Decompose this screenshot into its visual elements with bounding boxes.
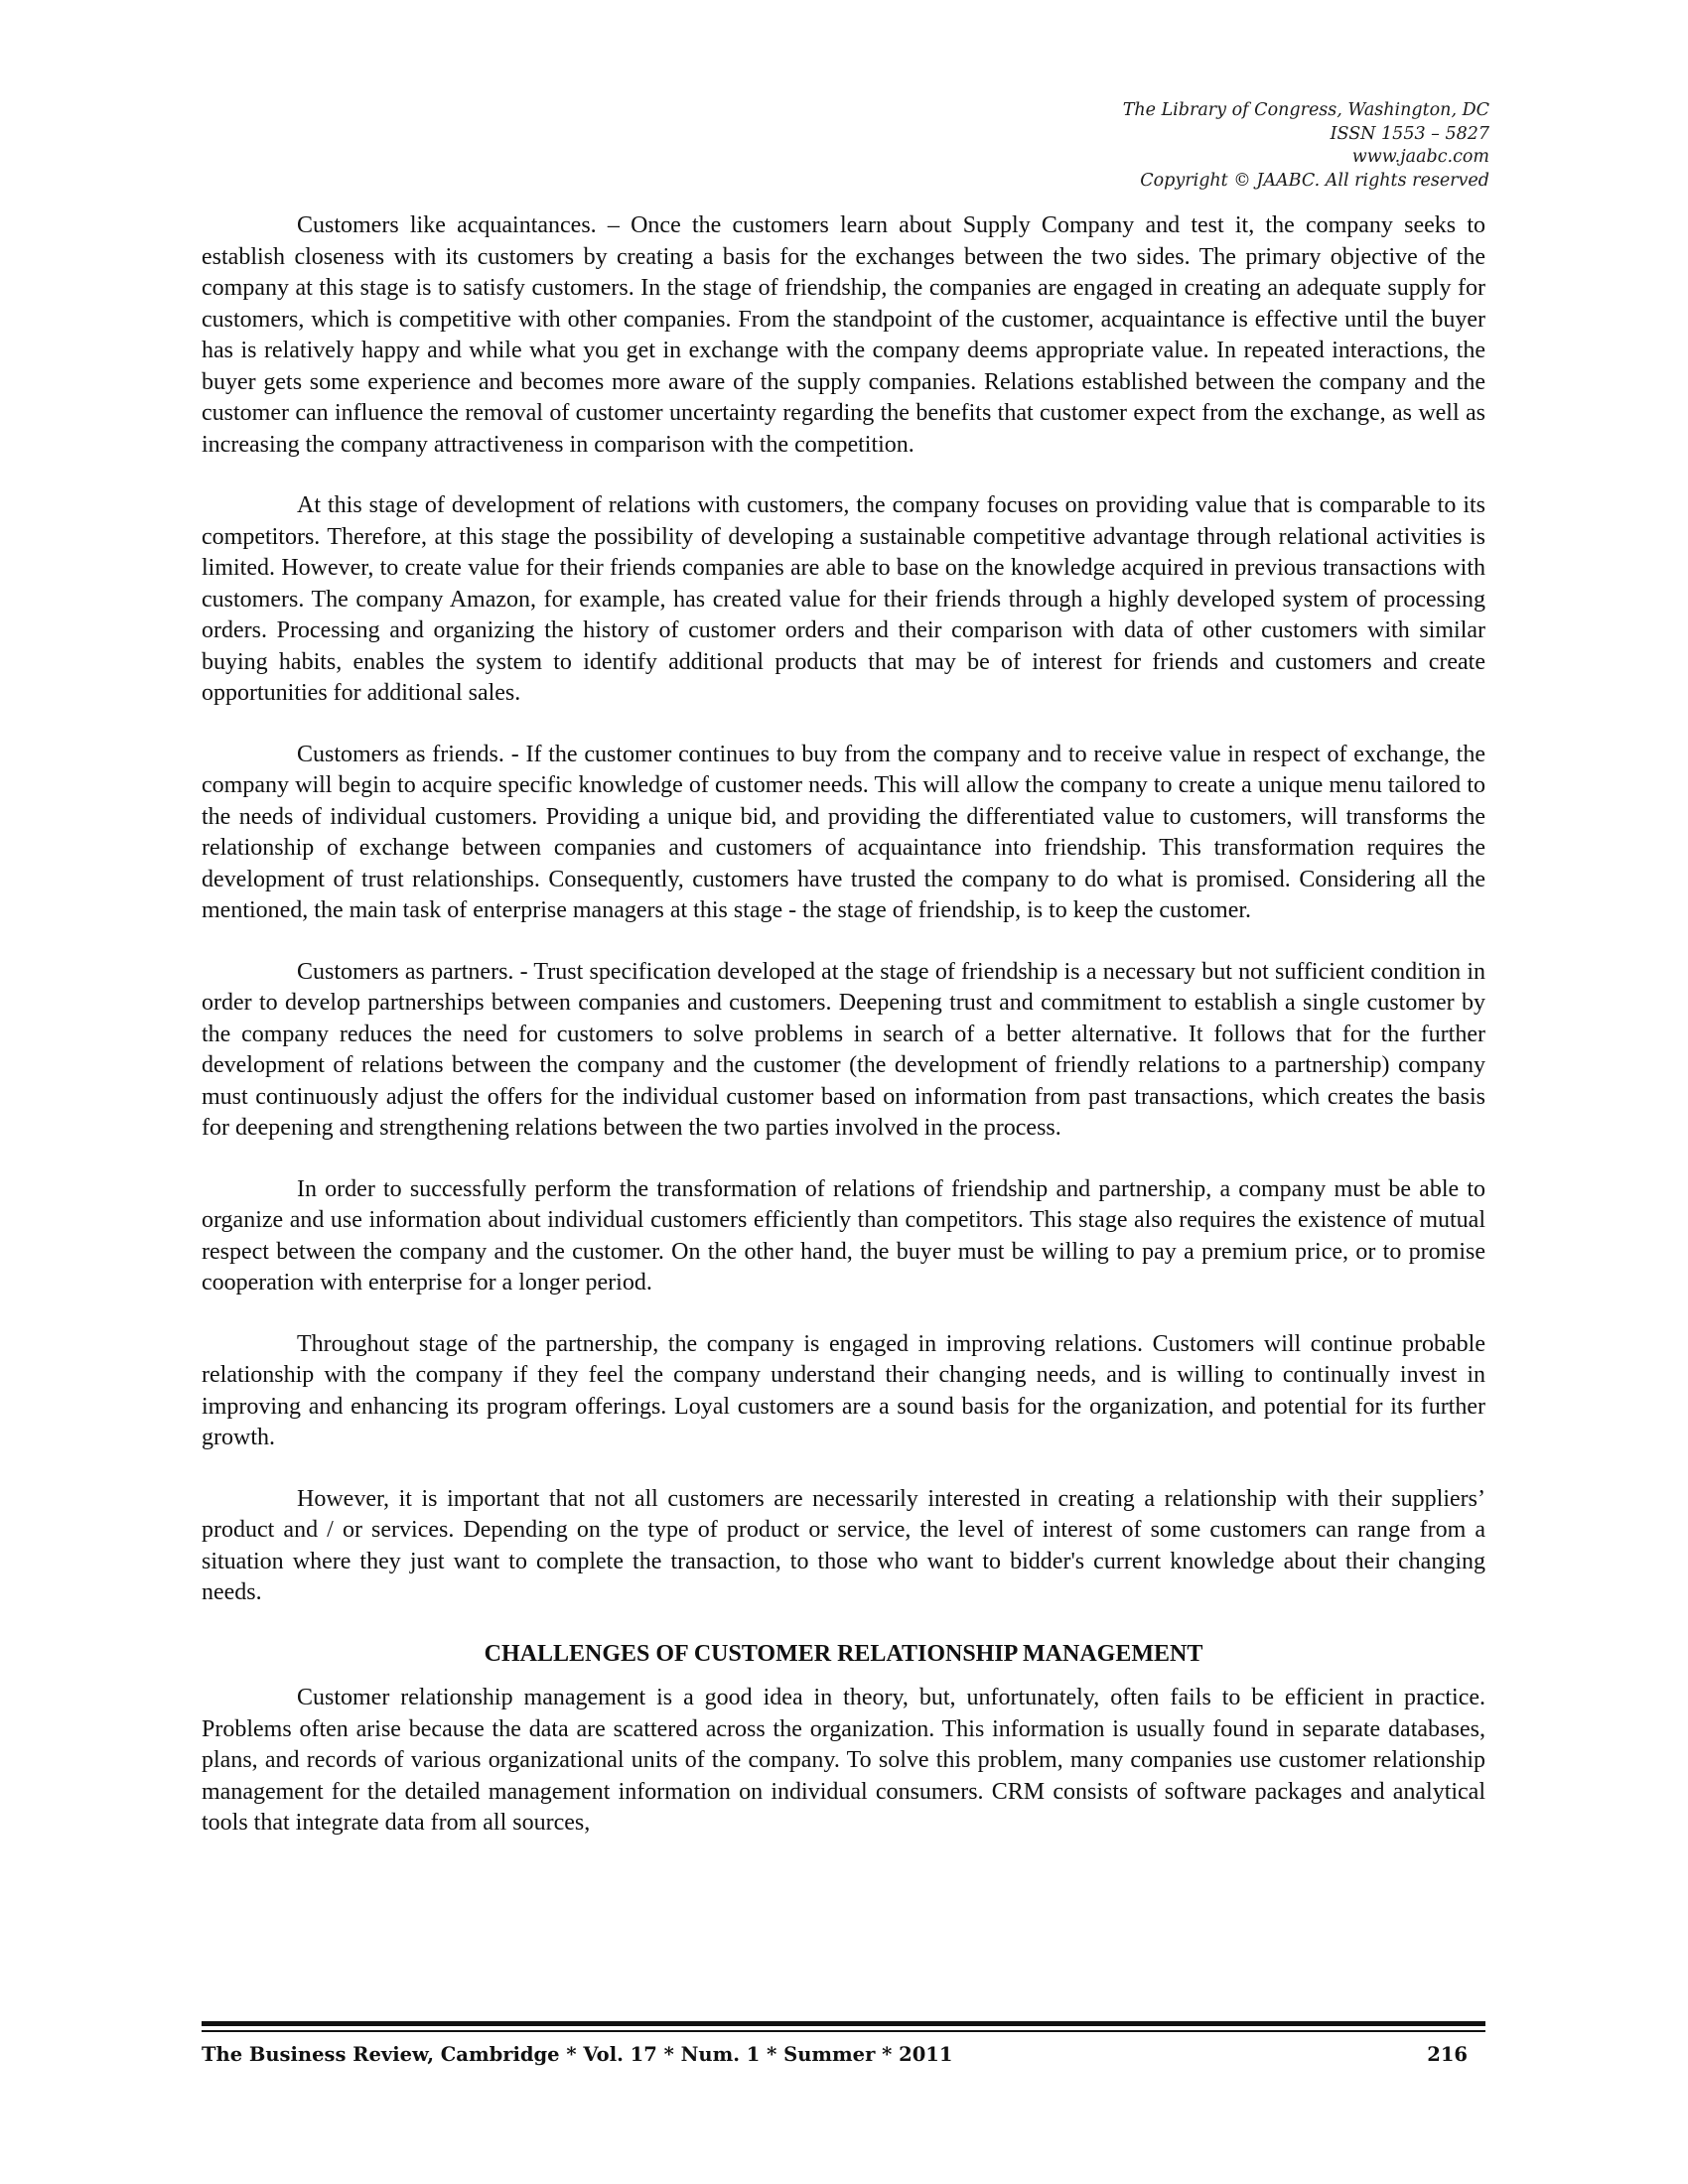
paragraph-customers-acquaintances: Customers like acquaintances. – Once the customers learn about Supply Company and test it, the company seeks to establish closeness with its customers by creating a basis for the exchanges between the two sides. The primary objective of the company at this stage is to satisfy customers. In the stage of friendship, the companies are engaged in creating an adequate supply for customers, which is competitive with other companies. From the standpoint of the customer, acquaintance is effective until the buyer has is relatively happy and while what you get in exchange with the company deems appropriate value. In repeated interactions, the buyer gets some experience and becomes more aware of the supply companies. Relations established between the company and the customer can influence the removal of customer uncertainty regarding the benefits that customer expect from the exchange, as well as increasing the company attractiveness in comparison with the competition. (202, 212, 1485, 458)
section-heading: CHALLENGES OF CUSTOMER RELATIONSHIP MANAGEMENT (484, 1640, 1203, 1667)
footer-rule-thin (202, 2030, 1485, 2032)
paragraph-crm-challenges: Customer relationship management is a good idea in theory, but, unfortunately, often fails to be efficient in practice. Problems often arise because the data are scattered across the organization. This information is usually found in separate databases, plans, and records of various organizational units of the company. To solve this problem, many companies use customer relationship management for the detailed management information on individual consumers. CRM consists of software packages and analytical tools that integrate data from all sources, (202, 1685, 1485, 1836)
running-footer (202, 2043, 1485, 2073)
header-website: www.jaabc.com (1351, 147, 1489, 167)
footer-journal-citation: The Business Review, Cambridge * Vol. 17 * Num. 1 * Summer * 2011 (202, 2043, 953, 2066)
paragraph-transformation: In order to successfully perform the transformation of relations of friendship and partnership, a company must be able to organize and use information about individual customers efficiently than competitors. This stage also requires the existence of mutual respect between the company and the customer. On the other hand, the buyer must be willing to pay a premium price, or to promise cooperation with enterprise for a longer period. (202, 1175, 1485, 1296)
header-issn: ISSN 1553 – 5827 (1330, 123, 1489, 144)
paragraph-development-stage: At this stage of development of relations with customers, the company focuses on providing value that is comparable to its competitors. Therefore, at this stage the possibility of developing a sustainable competitive advantage through relational activities is limited. However, to create value for their friends companies are able to base on the knowledge acquired in previous transactions with customers. The company Amazon, for example, has created value for their friends through a highly developed system of processing orders. Processing and organizing the history of customer orders and their comparison with data of other customers with similar buying habits, enables the system to identify additional products that may be of interest for friends and customers and create opportunities for additional sales. (202, 492, 1485, 706)
paragraph-customers-partners: Customers as partners. - Trust specification developed at the stage of friendship is a necessary but not sufficient condition in order to develop partnerships between companies and customers. Deepening trust and commitment to establish a single customer by the company reduces the need for customers to solve problems in search of a better alternative. It follows that for the further development of relations between the company and the customer (the development of friendly relations to a partnership) company must continuously adjust the offers for the individual customer based on information from past transactions, which creates the basis for deepening and strengthening relations between the two parties involved in the process. (202, 958, 1485, 1141)
paragraph-partnership-stage: Throughout stage of the partnership, the company is engaged in improving relations. Customers will continue probable relationship with the company if they feel the company understand their changing needs, and is willing to continually invest in improving and enhancing its program offerings. Loyal customers are a sound basis for the organization, and potential for its further growth. (202, 1330, 1485, 1450)
paragraph-interest-levels: However, it is important that not all customers are necessarily interested in creating a relationship with their suppliers’ product and / or services. Depending on the type of product or service, the level of interest of some customers can range from a situation where they just want to complete the transaction, to those who want to bidder's current knowledge about their changing needs. (202, 1485, 1485, 1605)
header-copyright: Copyright © JAABC. All rights reserved (1140, 170, 1489, 191)
paragraph-customers-friends: Customers as friends. - If the customer continues to buy from the company and to receive value in respect of exchange, the company will begin to acquire specific knowledge of customer needs. This will allow the company to create a unique menu tailored to the needs of individual customers. Providing a unique bid, and providing the differentiated value to customers, will transforms the relationship of exchange between companies and customers of acquaintance into friendship. This transformation requires the development of trust relationships. Consequently, customers have trusted the company to do what is promised. Considering all the mentioned, the main task of enterprise managers at this stage - the stage of friendship, is to keep the customer. (202, 741, 1485, 923)
running-header (1123, 99, 1489, 193)
page-number: 216 (1427, 2043, 1468, 2066)
header-publisher: The Library of Congress, Washington, DC (1122, 100, 1489, 120)
footer-rule-thick (202, 2021, 1485, 2026)
article-body (202, 210, 1485, 1869)
